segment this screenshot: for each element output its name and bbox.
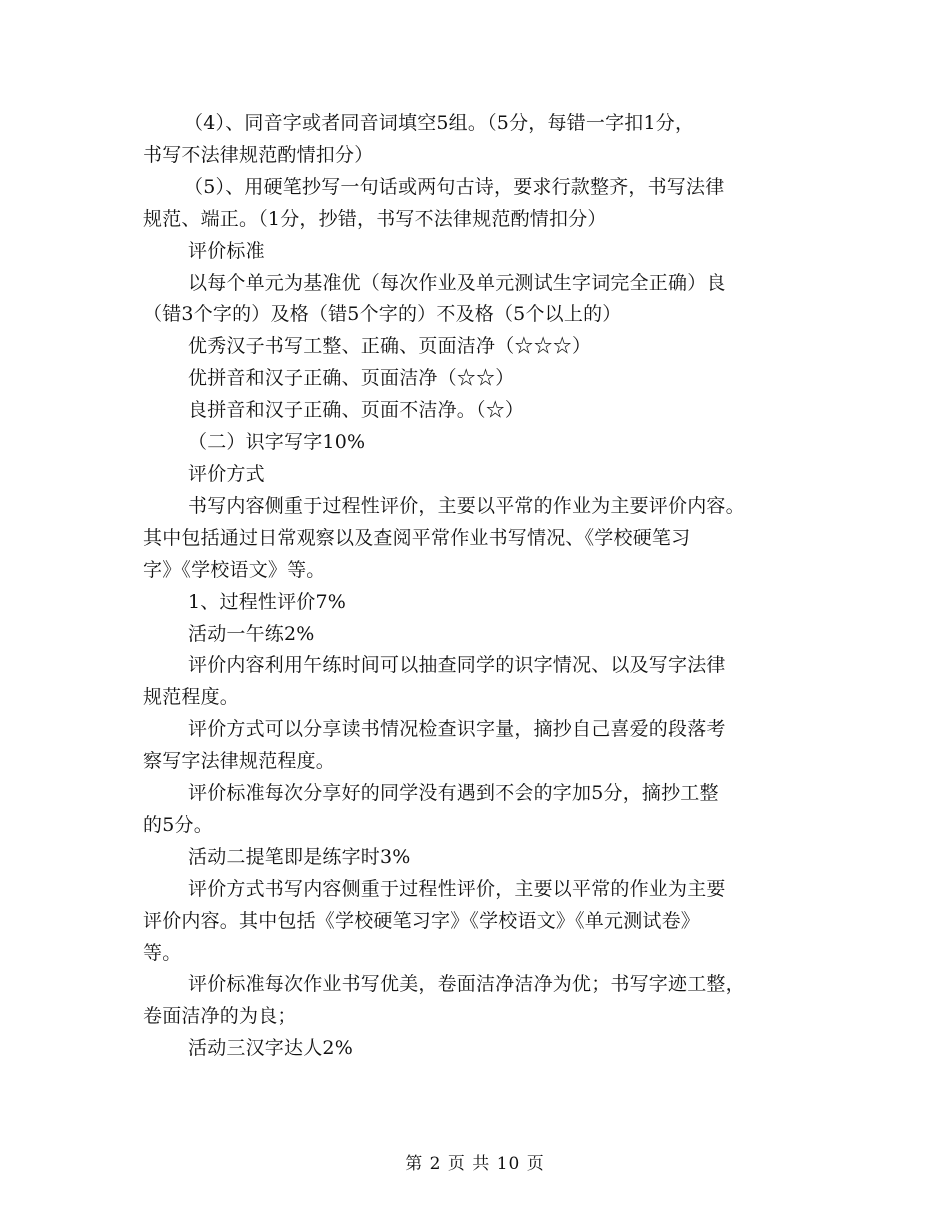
text-line: 优秀汉子书写工整、正确、页面洁净（☆☆☆）	[188, 335, 592, 358]
text-line: 评价方式书写内容侧重于过程性评价，主要以平常的作业为主要	[188, 877, 726, 900]
text-line: 评价方式可以分享读书情况检查识字量，摘抄自己喜爱的段落考	[188, 718, 726, 741]
text-line: 评价内容。其中包括《学校硬笔习字》《学校语文》《单元测试卷》	[143, 909, 701, 932]
text-line: 其中包括通过日常观察以及查阅平常作业书写情况、《学校硬笔习	[143, 526, 691, 549]
section-heading: （二）识字写字10%	[188, 431, 366, 454]
text-line: 规范、端正。（1分，抄错，书写不法律规范酌情扣分）	[143, 207, 607, 230]
text-line: 良拼音和汉子正确、页面不洁净。（☆）	[188, 399, 525, 422]
text-line: 优拼音和汉子正确、页面洁净（☆☆）	[188, 367, 515, 390]
section-heading: 活动一午练2%	[188, 622, 315, 645]
text-line: 书写内容侧重于过程性评价，主要以平常的作业为主要评价内容。	[188, 494, 745, 517]
page-number-footer: 第 2 页 共 10 页	[405, 1154, 545, 1174]
section-heading: 活动二提笔即是练字时3%	[188, 845, 411, 868]
text-line: 卷面洁净的为良；	[143, 1005, 297, 1028]
section-heading: 活动三汉字达人2%	[188, 1037, 353, 1060]
text-line: 以每个单元为基准优（每次作业及单元测试生字词完全正确）良	[188, 271, 726, 294]
text-line: （5）、用硬笔抄写一句话或两句古诗，要求行款整齐，书写法律	[184, 175, 725, 198]
text-line: 评价标准每次作业书写优美，卷面洁净洁净为优；书写字迹工整，	[188, 973, 745, 996]
text-line: （4）、同音字或者同音词填空5组。（5分，每错一字扣1分，	[184, 112, 695, 134]
section-heading: 评价方式	[188, 462, 265, 485]
text-line: 规范程度。	[143, 686, 240, 709]
text-line: 评价标准每次分享好的同学没有遇到不会的字加5分，摘抄工整	[188, 782, 719, 805]
text-line: 书写不法律规范酌情扣分）	[143, 143, 374, 166]
section-heading: 评价标准	[188, 239, 265, 262]
text-line: 察写字法律规范程度。	[143, 750, 336, 773]
section-heading: 1、过程性评价7%	[188, 590, 347, 613]
document-body	[143, 108, 808, 1065]
text-line: 字》《学校语文》等。	[143, 558, 326, 581]
text-line: 的5分。	[143, 813, 213, 836]
text-line: 等。	[143, 941, 182, 964]
text-line: （错3个字的）及格（错5个字的）不及格（5个以上的）	[143, 303, 622, 326]
text-line: 评价内容利用午练时间可以抽查同学的识字情况、以及写字法律	[188, 654, 726, 677]
